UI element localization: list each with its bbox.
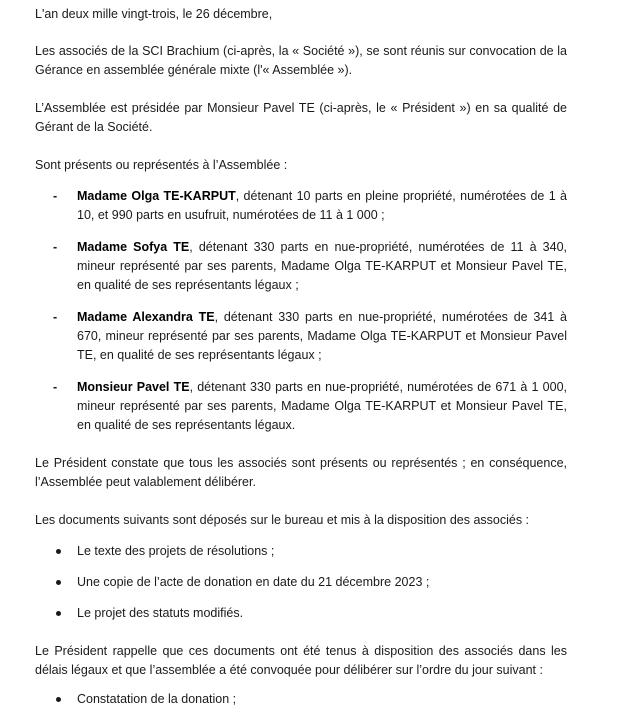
attendee-name: Monsieur Pavel TE: [77, 380, 190, 394]
dash-marker: -: [53, 240, 58, 254]
document-item-text: Le projet des statuts modifiés.: [77, 606, 244, 620]
attendee-item-pavel: [35, 378, 567, 435]
documents-intro: Les documents suivants sont déposés sur le bureau et mis à la disposition des associés :: [35, 513, 530, 527]
dash-marker: -: [53, 189, 58, 203]
attendee-detail: , détenant 330 parts en nue-propriété, numérotées de 341 à 670, mineur représenté par ses parents, Madame Olga TE-KARPUT et Monsieur Pavel TE, en qualité de ses représentants légaux ;: [77, 310, 568, 362]
attendees-intro: Sont présents ou représentés à l’Assemblée :: [35, 158, 288, 172]
document-page: [35, 5, 567, 728]
document-item: [35, 604, 567, 623]
bullet-icon: [56, 697, 61, 702]
bullet-icon: [56, 611, 61, 616]
document-item-text: Une copie de l’acte de donation en date du 21 décembre 2023 ;: [77, 575, 430, 589]
bullet-icon: [56, 549, 61, 554]
agenda-list: [35, 690, 567, 709]
attendee-detail: , détenant 330 parts en nue-propriété, numérotées de 671 à 1 000, mineur représenté par ses parents, Madame Olga TE-KARPUT et Monsieur Pavel TE, en qualité de ses représentants légaux.: [77, 380, 567, 432]
dash-marker: -: [53, 310, 58, 324]
attendee-name: Madame Sofya TE: [77, 240, 190, 254]
attendee-detail: , détenant 10 parts en pleine propriété, numérotées de 1 à 10, et 990 parts en usufruit, numérotées de 11 à 1 000 ;: [77, 189, 567, 222]
document-item-text: Le texte des projets de résolutions ;: [77, 544, 275, 558]
agenda-item: [35, 690, 567, 709]
intro-paragraph: Les associés de la SCI Brachium (ci-après, la « Société »), se sont réunis sur convocation de la Gérance en assemblée générale mixte (l'« Assemblée »).: [35, 44, 567, 77]
attendee-item-olga: [35, 187, 567, 225]
document-item: [35, 573, 567, 592]
dash-marker: -: [53, 380, 58, 394]
attendees-list: [35, 187, 567, 435]
agenda-intro: Le Président rappelle que ces documents ont été tenus à disposition des associés dans les délais légaux et que l’assemblée a été convoquée pour délibérer sur l’ordre du jour suivant :: [35, 644, 567, 677]
president-paragraph: L’Assemblée est présidée par Monsieur Pavel TE (ci-après, le « Président ») en sa qualité de Gérant de la Société.: [35, 101, 567, 134]
document-item: [35, 542, 567, 561]
attendee-name: Madame Olga TE-KARPUT: [77, 189, 236, 203]
attendee-item-sofya: [35, 238, 567, 295]
date-line: L'an deux mille vingt-trois, le 26 décembre,: [35, 7, 273, 21]
attendee-item-alexandra: [35, 308, 567, 365]
attendee-detail: , détenant 330 parts en nue-propriété, numérotées de 11 à 340, mineur représenté par ses parents, Madame Olga TE-KARPUT et Monsieur Pavel TE, en qualité de ses représentants légaux ;: [77, 240, 567, 292]
quorum-paragraph: Le Président constate que tous les associés sont présents ou représentés ; en conséquence, l’Assemblée peut valablement délibérer.: [35, 456, 567, 489]
documents-list: [35, 542, 567, 623]
attendee-name: Madame Alexandra TE: [77, 310, 215, 324]
agenda-item-text: Constatation de la donation ;: [77, 692, 237, 706]
bullet-icon: [56, 580, 61, 585]
